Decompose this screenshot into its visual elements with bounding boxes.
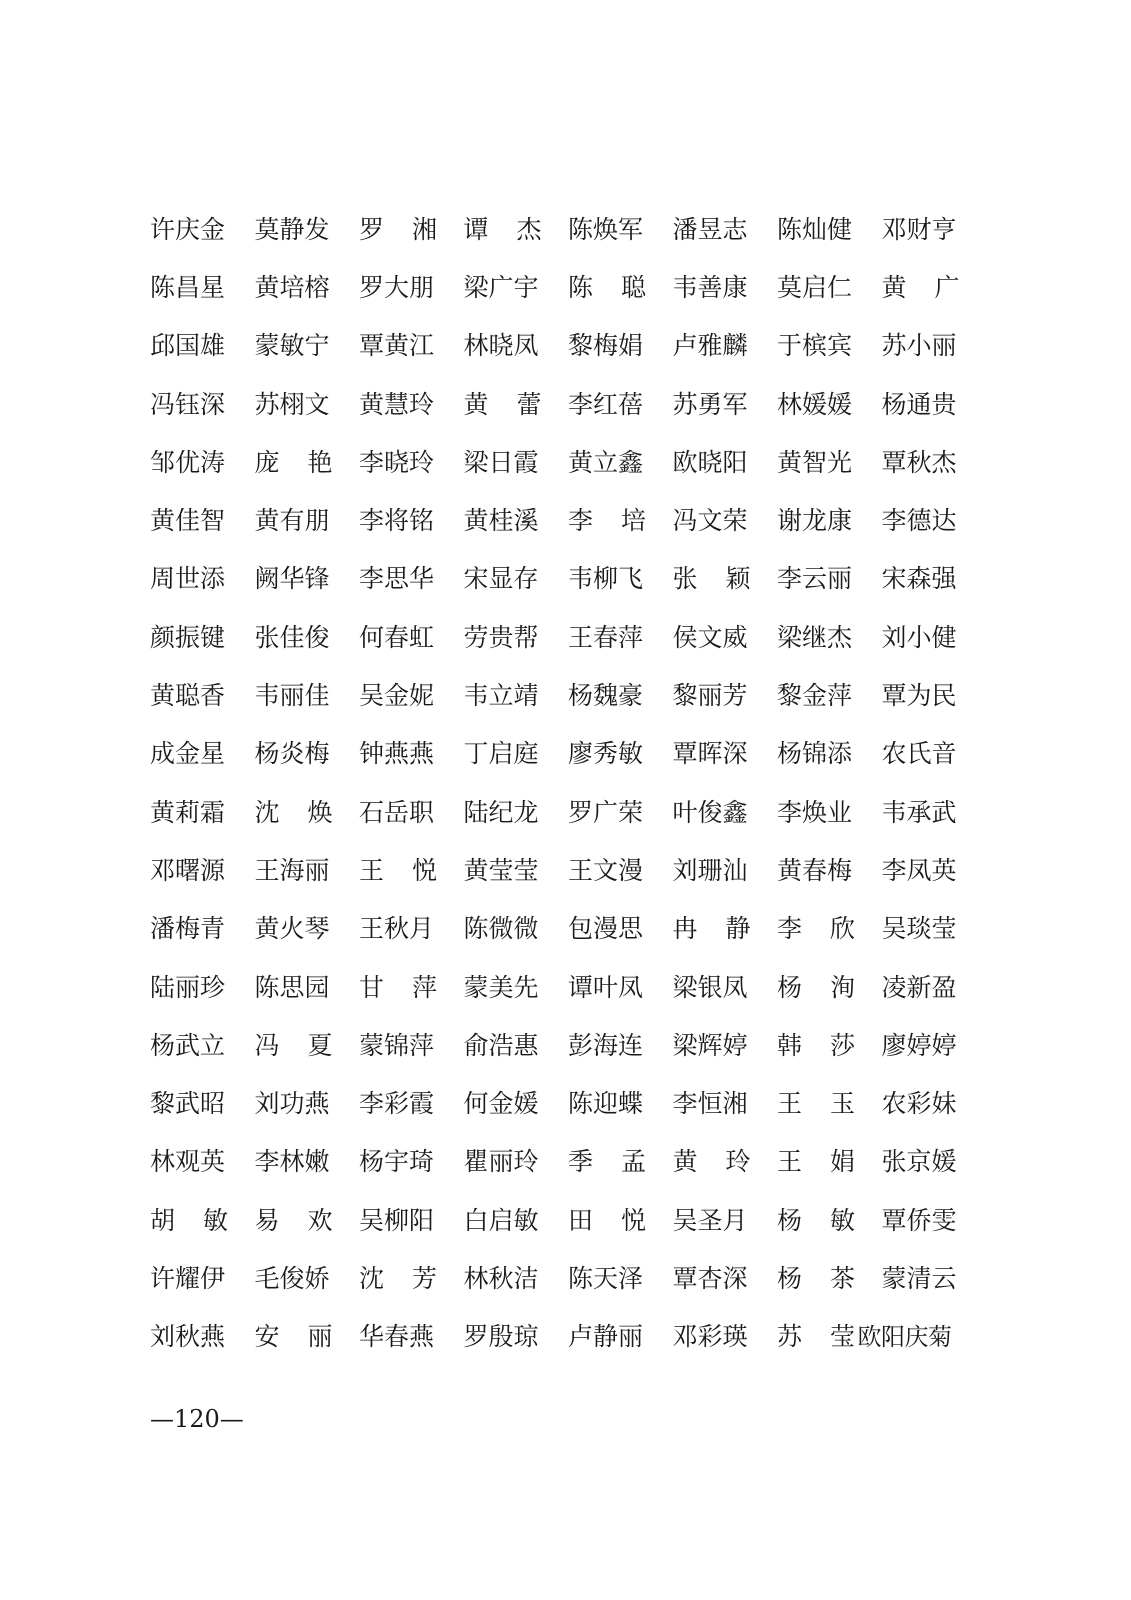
name-entry: 庞 艳: [254, 447, 333, 477]
name-entry: 于槟宾: [777, 331, 853, 361]
name-entry: 王秋月: [359, 914, 435, 944]
name-entry: 刘功燕: [254, 1089, 330, 1119]
name-entry: 农氏音: [881, 739, 957, 769]
name-entry: 刘秋燕: [150, 1322, 226, 1352]
name-entry: 黄慧玲: [359, 389, 435, 419]
name-entry: 季 孟: [568, 1147, 646, 1177]
name-entry: 宋森强: [881, 564, 957, 594]
name-entry: 梁日霞: [463, 447, 539, 477]
name-entry: 田 悦: [568, 1205, 646, 1235]
name-entry: 包漫思: [568, 914, 644, 944]
name-entry: 李 培: [568, 506, 646, 536]
name-entry: 何金媛: [463, 1089, 539, 1119]
name-entry: 沈 焕: [254, 797, 333, 827]
name-entry: 黎梅娟: [568, 331, 644, 361]
name-entry: 潘梅青: [150, 914, 226, 944]
name-entry: 吴圣月: [672, 1205, 748, 1235]
name-entry: 韦丽佳: [254, 681, 330, 711]
name-entry: 王 悦: [359, 855, 437, 885]
name-entry: 李凤英: [881, 855, 957, 885]
name-entry: 李将铭: [359, 506, 435, 536]
name-entry: 劳贵帮: [463, 622, 539, 652]
name-entry: 陈思园: [254, 972, 330, 1002]
name-entry: 杨 敏: [777, 1205, 855, 1235]
name-entry: 杨 洵: [777, 972, 855, 1002]
name-entry: 韩 莎: [777, 1030, 855, 1060]
name-entry: 蒙锦萍: [359, 1030, 435, 1060]
name-entry: 潘昱志: [672, 214, 748, 244]
name-entry: 梁辉婷: [672, 1030, 748, 1060]
name-entry: 俞浩惠: [463, 1030, 539, 1060]
name-entry: 覃为民: [881, 681, 957, 711]
name-entry: 蒙敏宁: [254, 331, 330, 361]
name-entry: 黄 玲: [672, 1147, 751, 1177]
name-entry: 王 娟: [777, 1147, 855, 1177]
name-entry: 李晓玲: [359, 447, 435, 477]
name-entry: 黄春梅: [777, 855, 853, 885]
name-entry: 黄立鑫: [568, 447, 644, 477]
name-entry: 王海丽: [254, 855, 330, 885]
name-entry: 胡 敏: [150, 1205, 228, 1235]
name-entry: 成金星: [150, 739, 226, 769]
name-entry: 林秋洁: [463, 1263, 539, 1293]
name-entry: 韦善康: [672, 272, 748, 302]
name-entry: 吴金妮: [359, 681, 435, 711]
name-entry: 陈昌星: [150, 272, 226, 302]
name-entry: 林晓凤: [463, 331, 539, 361]
name-entry: 颜振键: [150, 622, 226, 652]
name-entry: 李彩霞: [359, 1089, 435, 1119]
name-entry: 罗殷琼: [463, 1322, 539, 1352]
name-entry: 黄桂溪: [463, 506, 539, 536]
name-entry: 罗大朋: [359, 272, 435, 302]
name-entry: 白启敏: [463, 1205, 539, 1235]
name-entry: 王春萍: [568, 622, 644, 652]
name-entry: 丁启庭: [463, 739, 539, 769]
name-entry: 黄聪香: [150, 681, 226, 711]
name-entry: 欧晓阳: [672, 447, 748, 477]
name-entry: 易 欢: [254, 1205, 333, 1235]
name-entry: 许耀伊: [150, 1263, 226, 1293]
name-list-grid: [150, 200, 980, 1366]
name-entry: 李 欣: [777, 914, 855, 944]
name-entry: 莫启仁: [777, 272, 853, 302]
name-entry: 覃秋杰: [881, 447, 957, 477]
name-entry: 冯文荣: [672, 506, 748, 536]
name-entry: 黎武昭: [150, 1089, 226, 1119]
name-entry: 梁广宇: [463, 272, 539, 302]
name-entry: 韦柳飞: [568, 564, 644, 594]
name-entry: 杨魏豪: [568, 681, 644, 711]
name-entry: 邓曙源: [150, 855, 226, 885]
name-entry: 黄 蕾: [463, 389, 542, 419]
name-entry: 吴琰莹: [881, 914, 957, 944]
name-entry: 黎丽芳: [672, 681, 748, 711]
name-entry: 钟燕燕: [359, 739, 435, 769]
name-entry: 黎金萍: [777, 681, 853, 711]
name-entry: 李红蓓: [568, 389, 644, 419]
name-entry: 陈焕军: [568, 214, 644, 244]
name-entry: 杨宇琦: [359, 1147, 435, 1177]
page-number: —120—: [150, 1405, 244, 1433]
name-entry: 苏勇军: [672, 389, 748, 419]
name-entry: 邹优涛: [150, 447, 226, 477]
name-entry: 罗 湘: [359, 214, 437, 244]
name-entry: 黄智光: [777, 447, 853, 477]
name-entry: 苏小丽: [881, 331, 957, 361]
name-entry: 黄莉霜: [150, 797, 226, 827]
name-entry: 蒙清云: [881, 1263, 957, 1293]
name-entry: 华春燕: [359, 1322, 435, 1352]
name-entry: 谭叶凤: [568, 972, 644, 1002]
name-entry: 黄莹莹: [463, 855, 539, 885]
name-entry: 覃杏深: [672, 1263, 748, 1293]
name-entry: 陆纪龙: [463, 797, 539, 827]
name-entry: 韦承武: [881, 797, 957, 827]
name-entry: 韦立靖: [463, 681, 539, 711]
name-entry: 覃侨雯: [881, 1205, 957, 1235]
name-entry: 杨炎梅: [254, 739, 330, 769]
name-entry: 莫静发: [254, 214, 330, 244]
name-entry: 林观英: [150, 1147, 226, 1177]
name-entry: 毛俊娇: [254, 1263, 330, 1293]
name-entry: 杨武立: [150, 1030, 226, 1060]
name-entry: 邓财亨: [881, 214, 957, 244]
name-entry: 李德达: [881, 506, 957, 536]
name-entry: 陈迎蝶: [568, 1089, 644, 1119]
name-entry: 叶俊鑫: [672, 797, 748, 827]
name-entry: 吴柳阳: [359, 1205, 435, 1235]
name-entry: 李林嫩: [254, 1147, 330, 1177]
name-entry: 邓彩瑛: [672, 1322, 748, 1352]
name-entry: 周世添: [150, 564, 226, 594]
name-entry: 欧阳庆菊: [857, 1322, 952, 1351]
name-entry: 苏栩文: [254, 389, 330, 419]
name-entry: 李云丽: [777, 564, 853, 594]
name-entry: 冯 夏: [254, 1030, 333, 1060]
name-entry: 陈灿健: [777, 214, 853, 244]
name-entry: 覃晖深: [672, 739, 748, 769]
name-entry: 李焕业: [777, 797, 853, 827]
name-entry: 覃黄江: [359, 331, 435, 361]
name-entry: 谭 杰: [463, 214, 542, 244]
name-entry: 刘珊汕: [672, 855, 748, 885]
name-entry: 刘小健: [881, 622, 957, 652]
name-entry: 杨 茶: [777, 1263, 855, 1293]
name-entry: 罗广荣: [568, 797, 644, 827]
name-entry: 张 颖: [672, 564, 751, 594]
name-entry: 蒙美先: [463, 972, 539, 1002]
name-entry: 安 丽: [254, 1322, 333, 1352]
name-entry: 黄有朋: [254, 506, 330, 536]
name-entry: 沈 芳: [359, 1263, 437, 1293]
name-entry: 李思华: [359, 564, 435, 594]
name-entry: 谢龙康: [777, 506, 853, 536]
name-entry: 陈微微: [463, 914, 539, 944]
name-entry: 陆丽珍: [150, 972, 226, 1002]
name-entry: 凌新盈: [881, 972, 957, 1002]
name-entry: 冉 静: [672, 914, 751, 944]
name-entry: 陈天泽: [568, 1263, 644, 1293]
name-entry: 梁银凤: [672, 972, 748, 1002]
name-entry: 邱国雄: [150, 331, 226, 361]
name-entry: 黄培榕: [254, 272, 330, 302]
name-entry: 张京媛: [881, 1147, 957, 1177]
name-entry: 卢雅麟: [672, 331, 748, 361]
name-entry: 廖秀敏: [568, 739, 644, 769]
name-entry: 石岳职: [359, 797, 435, 827]
name-entry: 林媛媛: [777, 389, 853, 419]
name-entry: 冯钰深: [150, 389, 226, 419]
name-entry: 王 玉: [777, 1089, 855, 1119]
name-entry: 许庆金: [150, 214, 226, 244]
name-entry: 何春虹: [359, 622, 435, 652]
name-entry: 王文漫: [568, 855, 644, 885]
name-entry: 黄火琴: [254, 914, 330, 944]
name-entry: 阙华锋: [254, 564, 330, 594]
name-entry: 卢静丽: [568, 1322, 644, 1352]
name-entry: 农彩妹: [881, 1089, 957, 1119]
name-entry: 廖婷婷: [881, 1030, 957, 1060]
name-entry: 瞿丽玲: [463, 1147, 539, 1177]
name-entry: 李恒湘: [672, 1089, 748, 1119]
name-entry: 侯文威: [672, 622, 748, 652]
name-entry: 梁继杰: [777, 622, 853, 652]
name-entry: 陈 聪: [568, 272, 646, 302]
name-entry: 苏 莹: [777, 1322, 855, 1352]
name-entry: 杨通贵: [881, 389, 957, 419]
name-entry: 彭海连: [568, 1030, 644, 1060]
name-entry: 张佳俊: [254, 622, 330, 652]
name-entry: 宋显存: [463, 564, 539, 594]
name-entry: 黄佳智: [150, 506, 226, 536]
name-entry: 甘 萍: [359, 972, 437, 1002]
name-entry: 杨锦添: [777, 739, 853, 769]
name-entry: 黄 广: [881, 272, 960, 302]
